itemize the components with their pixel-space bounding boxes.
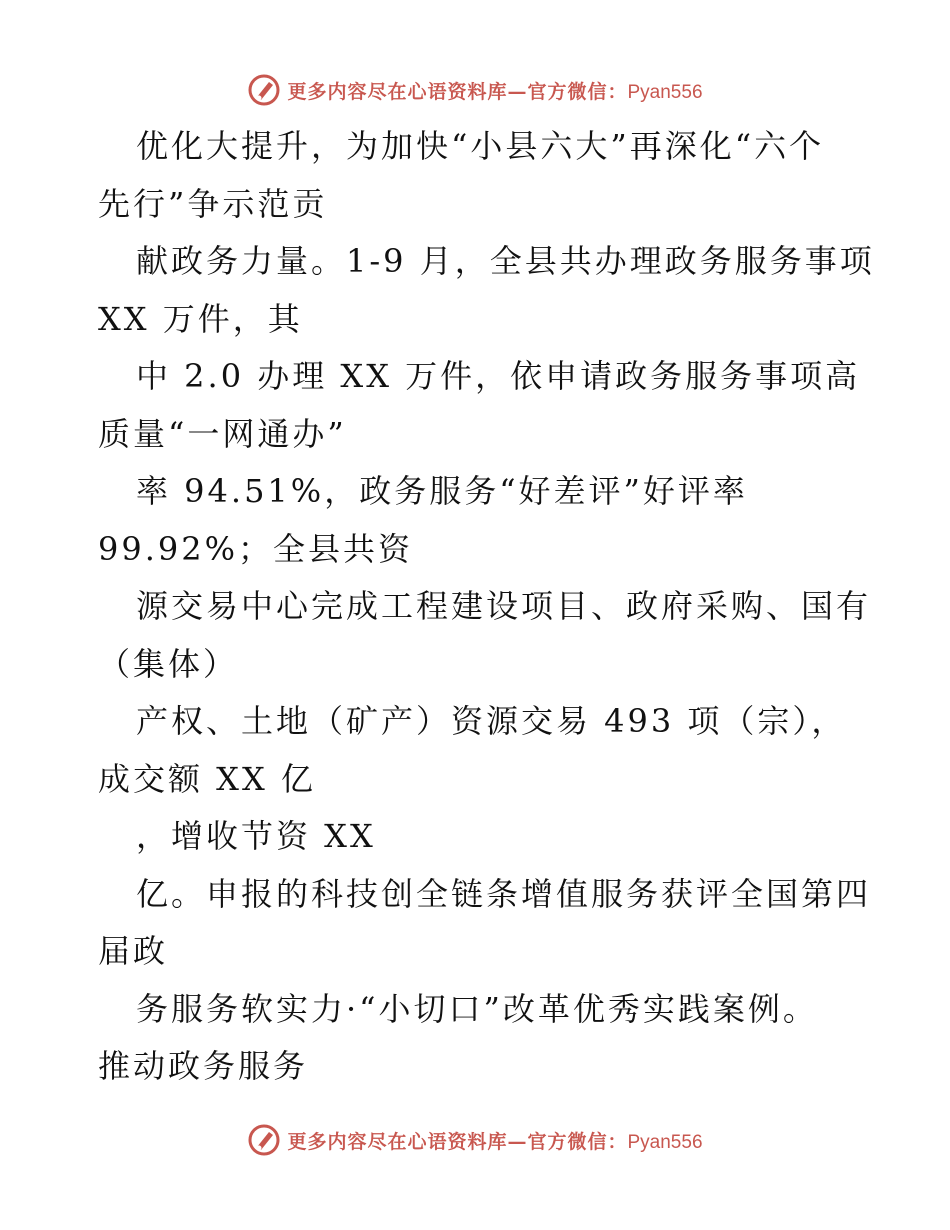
body-line: 源交易中心完成工程建设项目、政府采购、国有 (136, 587, 872, 625)
body-line: XX 万件，其 (98, 299, 303, 338)
body-line: 推动政务服务 (98, 1047, 309, 1085)
header-banner (0, 70, 950, 110)
pen-logo-icon (247, 1123, 281, 1157)
body-line: 率 94.51%，政务服务“好差评”好评率 (136, 472, 748, 510)
footer-banner-text: 更多内容尽在心语资料库—官方微信：Pyan556 (287, 1130, 703, 1153)
body-line: ，增收节资 XX (136, 817, 376, 855)
body-line: 质量“一网通办” (98, 414, 347, 453)
body-line: 务服务软实力·“小切口”改革优秀实践案例。 (136, 989, 818, 1028)
footer-wechat-id: Pyan556 (627, 1131, 703, 1153)
body-line: 优化大提升，为加快“小县六大”再深化“六个 (136, 127, 825, 165)
body-line: 中 2.0 办理 XX 万件，依申请政务服务事项高 (136, 357, 861, 395)
footer-banner (0, 1120, 950, 1160)
body-line: 献政务力量。1-9 月，全县共办理政务服务事项 (136, 242, 875, 280)
body-line: 成交额 XX 亿 (98, 759, 316, 798)
body-line: 亿。申报的科技创全链条增值服务获评全国第四 (136, 874, 872, 913)
body-line: （集体） (98, 644, 239, 683)
body-line: 99.92%；全县共资 (98, 529, 414, 568)
body-line: 产权、土地（矿产）资源交易 493 项（宗）， (136, 702, 847, 740)
body-line: 届政 (98, 932, 169, 970)
document-body (98, 118, 875, 1096)
header-wechat-id: Pyan556 (627, 81, 703, 103)
header-banner-text: 更多内容尽在心语资料库—官方微信：Pyan556 (287, 80, 703, 103)
body-line: 先行”争示范贡 (98, 184, 328, 223)
pen-logo-icon (247, 73, 281, 107)
